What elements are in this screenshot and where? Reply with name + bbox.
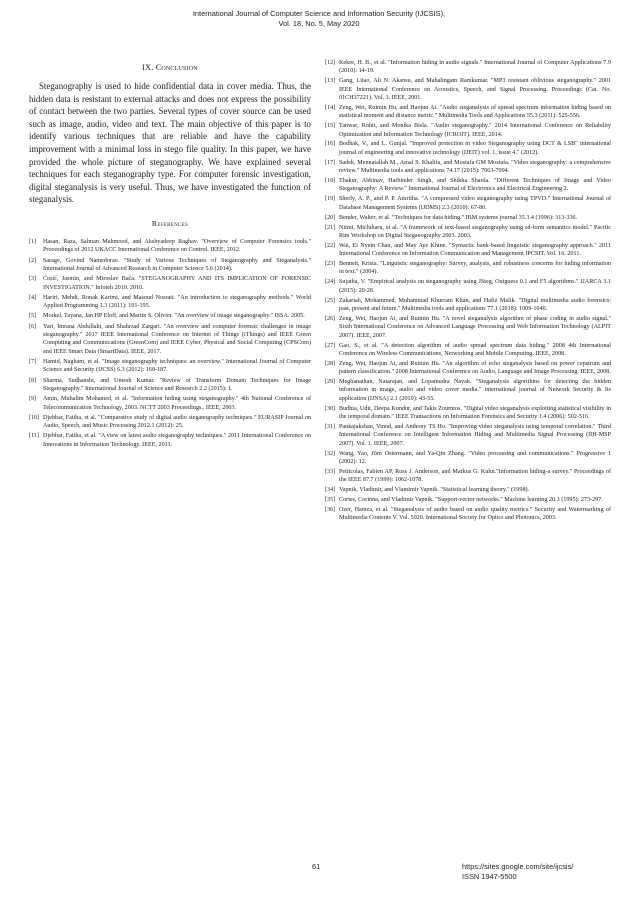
reference-number: [32] [325, 450, 336, 457]
reference-text: Sharma, Sudhanshi, and Umesh Kumar. "Review of Transform Domain Techniques for Image Steganography." International Journal of Science and Research 2.2 (2015): 1. [43, 377, 311, 393]
reference-item [325, 214, 611, 222]
conclusion-heading [29, 63, 311, 72]
reference-item [325, 450, 611, 467]
page-number: 61 [312, 862, 321, 871]
reference-text: Sujatha, V. "Empirical analysis on steganography using JSteg, Outguess 0.1 and F5 algorithms." IJARCA 3.1 (2015): 20-28. [339, 279, 611, 294]
reference-item [325, 405, 611, 422]
left-column [29, 63, 311, 451]
reference-text: Petitcolas, Fabien AP, Ross J. Anderson, and Markus G. Kuhn."Information hiding-a survey." Proceedings of the IEEE 87.7 (1999): 1062-1078. [339, 468, 611, 484]
reference-text: Bennett, Krista. "Linguistic steganography: Survey, analysis, and robustness concerns for hiding information in text." (2004). [339, 261, 611, 276]
reference-item [325, 423, 611, 448]
reference-item [325, 278, 611, 295]
reference-item [325, 59, 611, 76]
reference-number: [31] [325, 424, 336, 431]
reference-text: Hariri, Mehdi, Ronak Karimi, and Masoud Nosrati. "An introduction to steganography methods." World Applied Programming 1.3 (2011): 191-195. [43, 294, 311, 310]
conclusion-paragraph: Steganography is used to hide confidential data in cover media. Thus, the hidden data is resistant to external attacks and does not express the possibility of contact between the two parties. Several types of cover source can be used such as image, audio, video and text. The main objective of this paper is to identify various techniques that are reliable and have the capability improvement with a minimal loss in stego file quality. In this paper, we have provided the whole picture of steganography. We have explained several techniques for each steganography type. For computer forensic investigation, digital steganalysis is very useful. Thus, we have investigated the function of steganalysis. [29, 81, 311, 205]
reference-item [325, 242, 611, 259]
reference-text: Morkel, Tayana, Jan HP Eloff, and Martin S. Olivier. "An overview of image steganography." ISSA. 2005. [43, 313, 305, 320]
reference-item [325, 496, 611, 504]
reference-number: [4] [29, 294, 37, 301]
reference-text: Gao, S., et al. "A detection algorithm of audio spread spectrum data hiding." 2008 4th International Conference on Wireless Communications, Networking and Mobile Computing. IEEE, 2008. [339, 342, 611, 357]
right-column [325, 59, 611, 524]
reference-item [29, 432, 311, 449]
reference-text: Tanwar, Rohit, and Monika Bisla. "Audio steganography." 2014 International Conference on Reliability Optimization and Information Technology (ICROIT). IEEE, 2014. [339, 123, 611, 138]
reference-item [325, 297, 611, 314]
reference-item [325, 104, 611, 121]
reference-item [325, 77, 611, 102]
reference-item [325, 260, 611, 277]
reference-number: [2] [29, 257, 37, 264]
reference-item [325, 315, 611, 340]
reference-number: [16] [325, 141, 336, 148]
reference-item [325, 177, 611, 194]
reference-text: Ćosić, Jasmin, and Miroslav Bača. "STEGANOGRAPHY AND ITS IMPLICATION OF FORENSIC INVESTIGATION." Infoteh 2010. 2010. [43, 276, 311, 291]
reference-number: [18] [325, 178, 336, 185]
reference-text: Djebbar, Fatiha, et al. "A view on latest audio steganography techniques." 2011 International Conference on Innovations in Information Technology. IEEE, 2011. [43, 433, 311, 448]
reference-item [29, 312, 311, 320]
reference-item [325, 195, 611, 212]
reference-number: [8] [29, 377, 37, 384]
reference-number: [34] [325, 487, 336, 494]
reference-text: Vapnik, Vladimir, and Vlamimir Vapnik. "Statistical learning theory." (1998). [339, 487, 530, 494]
reference-number: [17] [325, 159, 336, 166]
reference-number: [29] [325, 379, 336, 386]
reference-number: [11] [29, 433, 40, 440]
reference-number: [28] [325, 360, 336, 367]
references-heading: References [151, 218, 189, 228]
reference-item [29, 238, 311, 255]
footer-url[interactable]: https://sites.google.com/site/ijcsis/ [462, 862, 574, 871]
reference-text: Wang, Yao, Jörn Ostermann, and Ya-Qin Zhang. "Video processing and communications." Progressive 1 (2002): 12. [339, 450, 611, 465]
journal-issue: Vol. 18, No. 5, May 2020 [278, 19, 360, 28]
reference-text: Thakur, Abhinav, Harbinder Singh, and Shikha Sharda. "Different Techniques of Image and Video Steganography: A Review." International Journal of Electronics and Electrical Engineering 2. [339, 178, 611, 193]
reference-item [29, 377, 311, 394]
reference-text: Hasan, Raza, Salman Mahmood, and Akshyadeep Raghav. "Overview of Computer Forensics tools." Proceedings of 2012 UKACC International Conference on Control. IEEE, 2012. [43, 238, 311, 254]
reference-item [325, 360, 611, 377]
reference-item [325, 159, 611, 176]
reference-item [325, 224, 611, 241]
reference-text: Yari, Imrana Abdullahi, and Shahrzad Zargari. "An overview and computer forensic challenges in image steganography." 2017 IEEE International Conference on Internet of Things (iThings) and IEEE Green Computing and Communications (GreenCom) and IEEE Cyber, Physical and Social Computing (CPSCom) and IEEE Smart Data (SmartData). IEEE, 2017. [43, 323, 311, 355]
references-list-left [29, 238, 311, 449]
reference-number: [9] [29, 396, 37, 403]
reference-text: Zeng, Wei, Haojun Ai, and Ruimin Hu. "An algorithm of echo steganalysis based on power cepstrum and pattern classification." 2008 International Conference on Audio, Language and Image Processing. IEEE, 2008. [339, 360, 611, 376]
reference-item [29, 275, 311, 292]
reference-number: [3] [29, 276, 37, 283]
reference-item [325, 468, 611, 485]
reference-item [29, 414, 311, 431]
reference-item [325, 506, 611, 523]
reference-number: [35] [325, 497, 336, 504]
footer-info [462, 862, 612, 882]
reference-text: Bodhak, V., and L. Gunjal. "Improved protection in video Steganography using DCT & LSB" international journal of engineering and innovative technology (IJEIT) vol. 1, issue 4." (2012). [339, 141, 611, 156]
reference-text: Sherly, A. P., and P. P. Amritha. "A compressed video steganography using TPVD." International Journal of Database Management Systems (IJDMS) 2.3 (2010): 67-80. [339, 196, 611, 211]
reference-item [325, 486, 611, 494]
reference-item [29, 358, 311, 375]
reference-number: [14] [325, 104, 336, 111]
reference-text: Bender, Walter, et al. "Techniques for data hiding." IBM systems journal 35.3.4 (1996): 313-336. [339, 214, 578, 221]
footer-issn: ISSN 1947-5500 [462, 872, 517, 881]
reference-text: Pankajakshan, Vinod, and Anthony TS Ho. "Improving video steganalysis using temporal correlation." Third International Conference on Intelligent Information Hiding and Multimedia Signal Processing (IIH-MSP 2007). Vol. 1. IEEE, 2007. [339, 424, 611, 447]
reference-text: Meghanathan, Natarajan, and Lopamudra Nayak. "Steganalysis algorithms for detecting the hidden information in image, audio and video cover media." international journal of Network Security & Its application (IJNSA) 2.1 (2010): 43-55. [339, 379, 611, 402]
journal-header [0, 9, 638, 29]
reference-number: [27] [325, 342, 336, 349]
reference-item [29, 395, 311, 412]
reference-number: [36] [325, 507, 336, 514]
reference-number: [33] [325, 468, 336, 475]
reference-item [325, 140, 611, 157]
reference-text: Djebbar, Fatiha, et al. "Comparative study of digital audio steganography techniques." EURASIP Journal on Audio, Speech, and Music Processing 2012.1 (2012): 25. [43, 414, 311, 430]
reference-number: [1] [29, 238, 37, 245]
references-list-right [325, 59, 611, 523]
reference-number: [23] [325, 261, 336, 268]
reference-text: Hamid, Nagham, et al. "Image steganography techniques: an overview." International Journal of Computer Science and Security (IJCSS) 6.3 (2012): 168-187. [43, 359, 311, 374]
reference-text: Zeng, Wei, Haojun Ai, and Ruimin Hu. "A novel steganalysis algorithm of phase coding in audio signal." Sixth International Conference on Advanced Language Processing and Web Information Technology (ALPIT 2007). IEEE, 2007. [339, 315, 611, 339]
reference-number: [26] [325, 315, 336, 322]
reference-number: [25] [325, 297, 336, 304]
reference-item [325, 122, 611, 139]
reference-number: [5] [29, 313, 37, 320]
reference-text: Budhia, Udit, Deepa Kundur, and Takis Zourntos. "Digital video steganalysis exploiting statistical visibility in the temporal domain." IEEE Transactions on Information Forensics and Security 1.4 (2006): 502-516. [339, 405, 611, 421]
reference-number: [19] [325, 196, 336, 203]
reference-number: [10] [29, 414, 40, 421]
reference-item [29, 257, 311, 274]
reference-text: Zakariah, Mohammed, Muhammad Khurram Khan, and Hafiz Malik. "Digital multimedia audio forensics: past, present and future." Multimedia tools and applications 77.1 (2018): 1009-1040. [339, 297, 611, 312]
reference-item [325, 378, 611, 403]
reference-text: Sarage, Govind Namedorao. "Study of Various Techniques of Steganography and Steganalysis." International Journal of Advanced Research in Computer Science 5.6 (2014). [43, 257, 311, 272]
reference-text: Zeng, Wei, Ruimin Hu, and Haojun Ai. "Audio steganalysis of spread spectrum information hiding based on statistical moment and distance metric." Multimedia Tools and Applications 55.3 (2011): 525-556. [339, 104, 611, 120]
reference-item [29, 323, 311, 357]
reference-text: Amin, Muhalim Mohamed, et al. "Information hiding using steganography." 4th National Conference of Telecommunication Technology, 2003. NCTT 2003 Proceedings.. IEEE, 2003. [43, 396, 311, 411]
reference-text: Niimi, Michiharu, et al. "A framework of text-based steganography using sd-form semantics model." Pacific Rim Workshop on Digital Steganography 2003. 2003. [339, 224, 611, 239]
reference-number: [7] [29, 359, 37, 365]
reference-number: [12] [325, 60, 336, 66]
reference-number: [20] [325, 214, 336, 221]
reference-number: [13] [325, 78, 336, 85]
reference-number: [21] [325, 224, 336, 231]
reference-item [29, 294, 311, 311]
section-title: Conclusion [155, 63, 198, 72]
reference-number: [6] [29, 323, 37, 330]
reference-text: Sadek, Mennatallah M., Amal S. Khalifa, and Mostafa GM Mostafa. "Video steganography: a comprehensive review." Multimedia tools and applications 74.17 (2015): 7063-7094. [339, 159, 611, 175]
reference-text: Wai, Ei Nyein Chan, and May Aye Khine. "Syntactic bank-based linguistic steganography approach." 2011 International Conference on Information Communication and Management IPCSIT. Vol. 16. 2011. [339, 242, 611, 258]
reference-number: [30] [325, 405, 336, 412]
reference-number: [24] [325, 279, 336, 286]
reference-number: [22] [325, 242, 336, 249]
reference-item [325, 342, 611, 359]
reference-text: Ozer, Hamza, et al. "Steganalysis of audio based on audio quality metrics." Security and Watermarking of Multimedia Contents V. Vol. 5020. International Society for Optics and Photonics, 2003. [339, 507, 611, 522]
section-number: IX. [142, 63, 154, 72]
reference-text: Cortes, Corinna, and Vladimir Vapnik. "Support-vector networks." Machine learning 20.3 (1995): 273-297. [339, 497, 603, 504]
reference-text: Kekre, H. B., et al. "Information hiding in audio signals." International Journal of Computer Applications 7.9 (2010): 14-19. [339, 60, 611, 75]
journal-name: International Journal of Computer Science and Information Security (IJCSIS), [192, 9, 446, 18]
reference-number: [15] [325, 123, 336, 130]
reference-text: Gang, Litao, Ali N. Akansu, and Mahalingam Ramkumar. "MP3 resistant oblivious steganography." 2001 IEEE International Conference on Acoustics, Speech, and Signal Processing. Proceedings (Cat. No. 01CH37221). Vol. 3. IEEE, 2001. [339, 78, 611, 101]
